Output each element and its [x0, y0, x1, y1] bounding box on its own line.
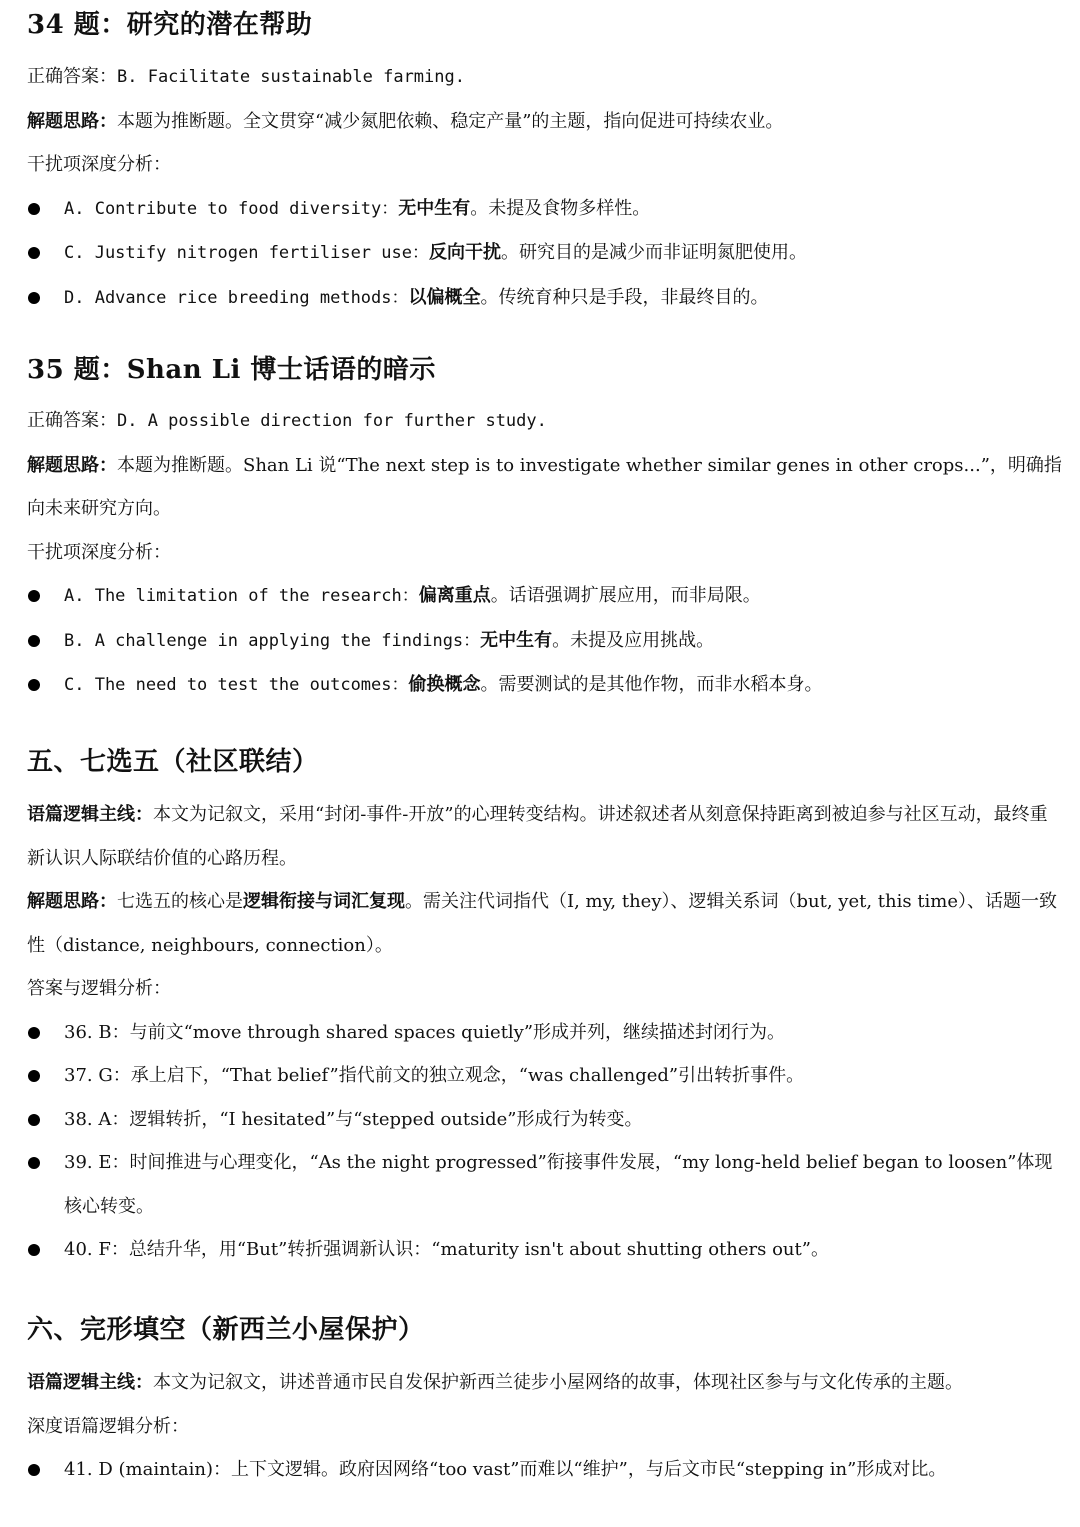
list-item [27, 1228, 1062, 1272]
list-item [27, 1141, 1062, 1228]
answer-text: D. A possible direction for further study. [117, 411, 547, 431]
bullet-icon [28, 1464, 40, 1476]
answer-item: 37. G：承上启下，“That belief”指代前文的独立观念，“was challenged”引出转折事件。 [64, 1065, 805, 1086]
q34-thought [27, 100, 1062, 144]
explanation: 。研究目的是减少而非证明氮肥使用。 [501, 242, 807, 263]
bullet-icon [28, 1244, 40, 1256]
bullet-icon [28, 590, 40, 602]
list-item [27, 1011, 1062, 1055]
tag: 反向干扰 [429, 242, 501, 263]
bullet-icon [28, 635, 40, 647]
sec6-logic [27, 1361, 1062, 1405]
answer-label: 正确答案： [27, 410, 117, 431]
thought-pre: 七选五的核心是 [117, 891, 243, 912]
sec5-thought [27, 880, 1062, 967]
list-item [27, 276, 1062, 321]
list-item [27, 1448, 1062, 1492]
thought-label: 解题思路： [27, 110, 117, 132]
sec5-body [27, 793, 1062, 1272]
bullet-icon [28, 1027, 40, 1039]
sec6-title: 六、完形填空（新西兰小屋保护） [27, 1315, 425, 1345]
tag: 偏离重点 [418, 585, 491, 606]
sec6-section [27, 1312, 1062, 1348]
q35-title: 35 题：Shan Li 博士话语的暗示 [27, 355, 436, 385]
logic-label: 语篇逻辑主线： [27, 1372, 153, 1393]
thought-text: 本题为推断题。Shan Li 说“The next step is to investigate whether similar genes in other crops...”，明确指向未来研究方向。 [27, 454, 1062, 519]
sec6-body [27, 1361, 1062, 1492]
sec6-deep-heading: 深度语篇逻辑分析： [27, 1415, 189, 1437]
q34-answer [27, 55, 1062, 100]
q34-distractor-heading: 干扰项深度分析： [27, 154, 171, 175]
answer-item: 41. D (maintain)：上下文逻辑。政府因网络“too vast”而难以“维护”，与后文市民“stepping in”形成对比。 [64, 1459, 947, 1480]
tag: 偷换概念 [408, 674, 481, 695]
explanation: 。未提及应用挑战。 [552, 629, 715, 651]
answer-item: 36. B：与前文“move through shared spaces quietly”形成并列，继续描述封闭行为。 [64, 1021, 786, 1043]
bullet-icon [28, 247, 40, 259]
bullet-icon [28, 679, 40, 691]
option-text: C. The need to test the outcomes： [64, 675, 409, 695]
bullet-icon [28, 292, 40, 304]
option-text: D. Advance rice breeding methods： [64, 287, 409, 308]
bullet-icon [28, 1157, 40, 1169]
explanation: 。传统育种只是手段，非最终目的。 [480, 286, 769, 308]
q34-body [27, 55, 1062, 320]
tag: 无中生有 [480, 629, 553, 651]
thought-text: 本题为推断题。全文贯穿“减少氮肥依赖、稳定产量”的主题，指向促进可持续农业。 [117, 110, 784, 132]
logic-text: 本文为记叙文，讲述普通市民自发保护新西兰徒步小屋网络的故事，体现社区参与与文化传承的主题。 [153, 1372, 963, 1393]
q35-section [27, 352, 1062, 388]
option-text: B. A challenge in applying the findings： [64, 630, 481, 651]
explanation: 。未提及食物多样性。 [470, 197, 651, 219]
thought-label: 解题思路： [27, 454, 117, 476]
answer-text: B. Facilitate sustainable farming. [117, 67, 465, 87]
answer-label: 正确答案： [27, 66, 117, 87]
explanation: 。话语强调扩展应用，而非局限。 [490, 585, 761, 606]
thought-label: 解题思路： [27, 891, 117, 912]
q34-title: 34 题：研究的潜在帮助 [27, 10, 313, 40]
list-item [27, 663, 1062, 708]
explanation: 。需要测试的是其他作物，而非水稻本身。 [480, 674, 823, 695]
list-item [27, 574, 1062, 619]
bullet-icon [28, 1070, 40, 1082]
option-text: A. Contribute to food diversity： [64, 198, 399, 219]
sec5-section [27, 744, 1062, 780]
logic-text: 本文为记叙文，采用“封闭-事件-开放”的心理转变结构。讲述叙述者从刻意保持距离到被迫参与社区互动，最终重新认识人际联结价值的心路历程。 [27, 804, 1048, 869]
q35-answer [27, 399, 1062, 444]
option-text: A. The limitation of the research： [64, 586, 419, 606]
answer-item: 39. E：时间推进与心理变化，“As the night progressed”衔接事件发展，“my long-held belief began to loosen”体现核心转变。 [64, 1152, 1053, 1217]
tag: 无中生有 [398, 197, 471, 219]
option-text: C. Justify nitrogen fertiliser use： [64, 243, 429, 263]
list-item [27, 187, 1062, 232]
sec5-title: 五、七选五（社区联结） [27, 747, 319, 777]
logic-label: 语篇逻辑主线： [27, 804, 153, 825]
q34-section [27, 7, 1062, 43]
answer-item: 38. A：逻辑转折，“I hesitated”与“stepped outside”形成行为转变。 [64, 1108, 643, 1130]
q35-body [27, 399, 1062, 708]
answer-item: 40. F：总结升华，用“But”转折强调新认识：“maturity isn't about shutting others out”。 [64, 1239, 829, 1260]
thought-post: 。需关注代词指代（I, my, they）、逻辑关系词（but, yet, this time）、话题一致性（distance, neighbours, connection）。 [27, 891, 1058, 956]
q35-distractor-heading: 干扰项深度分析： [27, 541, 171, 563]
q35-thought [27, 444, 1062, 531]
list-item [27, 1054, 1062, 1098]
list-item [27, 619, 1062, 664]
tag: 以偏概全 [408, 286, 481, 308]
thought-bold: 逻辑衔接与词汇复现 [243, 891, 405, 912]
sec5-answers-heading: 答案与逻辑分析： [27, 978, 171, 999]
sec5-logic [27, 793, 1062, 880]
bullet-icon [28, 203, 40, 215]
list-item [27, 1098, 1062, 1142]
bullet-icon [28, 1114, 40, 1126]
list-item [27, 231, 1062, 276]
